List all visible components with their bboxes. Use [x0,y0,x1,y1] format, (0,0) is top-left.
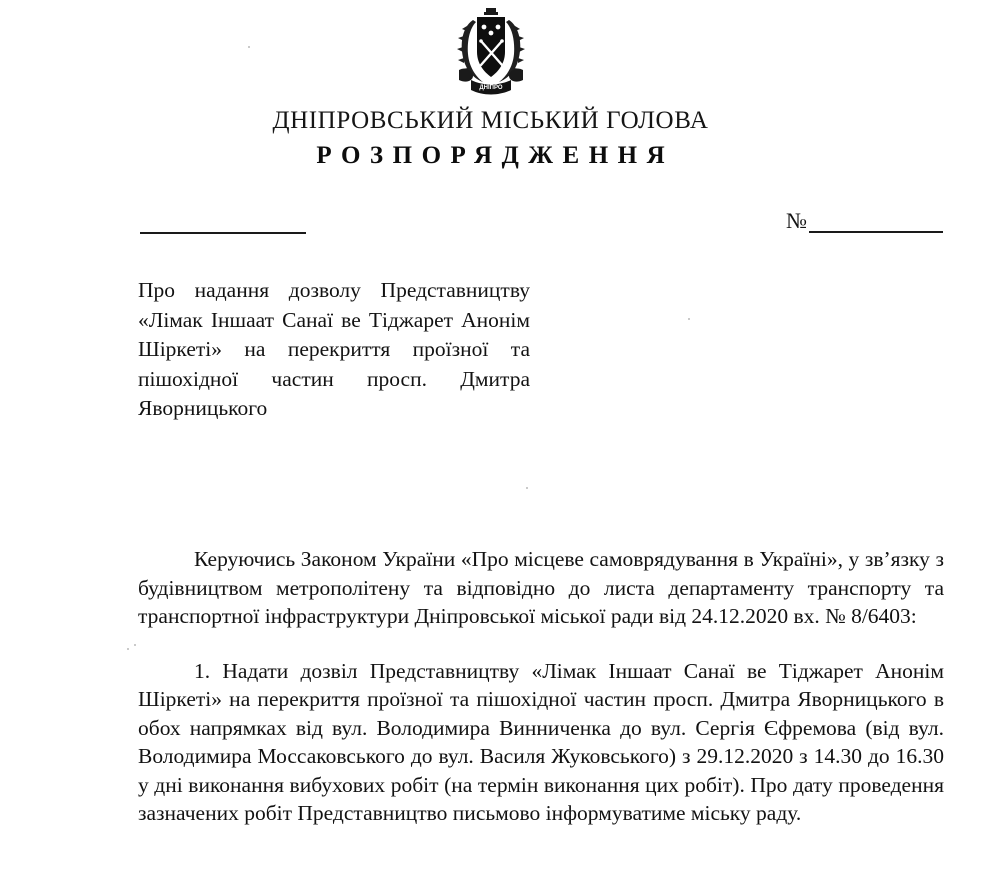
emblem-container [0,8,981,98]
scan-speck [134,644,136,646]
organization-title: ДНІПРОВСЬКИЙ МІСЬКИЙ ГОЛОВА [272,107,709,134]
scan-speck [248,46,250,48]
document-header [0,106,981,171]
subject-block [138,276,530,424]
date-blank-line[interactable] [140,232,306,234]
document-type-title: РОЗПОРЯДЖЕННЯ [316,142,675,169]
paragraph-preamble: Керуючись Законом України «Про місцеве самоврядування в Україні», у зв’язку з будівництвом метрополітену та відповідно до листа департаменту транспорту та транспортної інфраструктури Дніпровської міської ради від 24.12.2020 вх. № 8/6403: [138,547,944,628]
dnipro-coat-of-arms-icon [453,8,529,98]
scan-speck [127,648,129,650]
number-blank-line[interactable] [809,231,943,233]
number-group [786,210,943,235]
scan-speck [688,318,690,320]
scan-speck [526,487,528,489]
subject-text: Про надання дозволу Представництву «Лімак Іншаат Санаї ве Тіджарет Анонім Шіркеті» на перекриття проїзної та пішохідної частин просп. Дмитра Яворницького [138,278,530,420]
body-text [138,545,944,828]
number-symbol-label: № [786,208,807,233]
document-meta-row [138,210,943,244]
emblem-banner-text: ДНІПРО [478,85,503,91]
paragraph-item-1: 1. Надати дозвіл Представництву «Лімак Іншаат Санаї ве Тіджарет Анонім Шіркеті» на перекриття проїзної та пішохідної частин просп. Дмитра Яворницького в обох напрямках від вул. Володимира Винниченка до вул. Сергія Єфремова (від вул. Володимира Моссаковського до вул. Василя Жуковського) з 29.12.2020 з 14.30 до 16.30 у дні виконання вибухових робіт (на термін виконання цих робіт). Про дату проведення зазначених робіт Представництво письмово інформуватиме міську раду. [138,658,944,825]
